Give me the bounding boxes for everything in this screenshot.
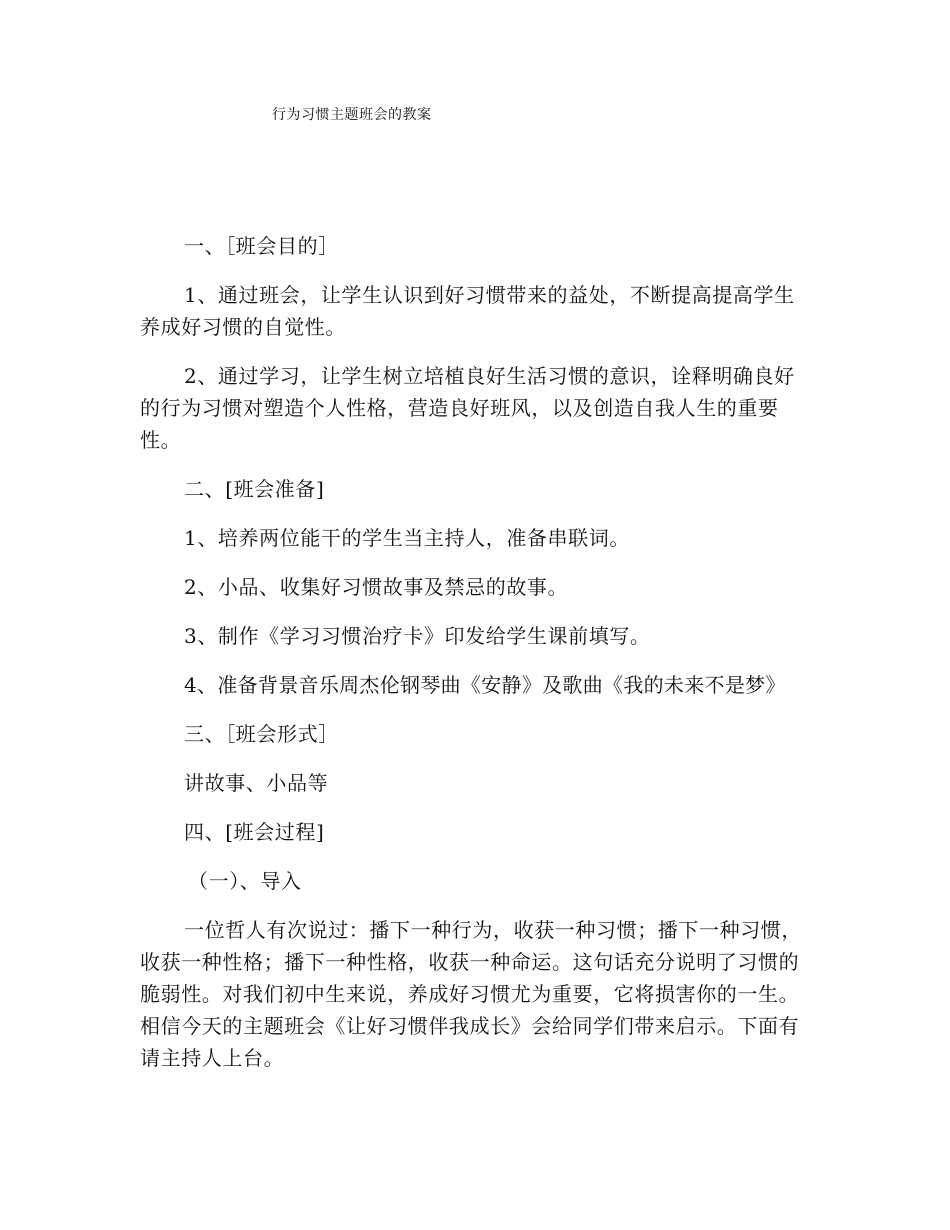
preparation-item-1: 1、培养两位能干的学生当主持人，准备串联词。 — [184, 526, 630, 550]
document-body — [140, 230, 812, 1091]
preparation-item-2: 2、小品、收集好习惯故事及禁忌的故事。 — [184, 575, 569, 599]
purpose-item-1: 1、通过班会，让学生认识到好习惯带来的益处，不断提高提高学生养成好习惯的自觉性。 — [140, 283, 795, 339]
section-heading-process: 四、[班会过程] — [184, 820, 325, 844]
preparation-item-4: 4、准备背景音乐周杰伦钢琴曲《安静》及歌曲《我的未来不是梦》 — [184, 673, 786, 697]
preparation-item-3: 3、制作《学习习惯治疗卡》印发给学生课前填写。 — [184, 624, 651, 648]
format-description: 讲故事、小品等 — [184, 771, 329, 795]
section-heading-preparation: 二、[班会准备] — [184, 477, 325, 501]
section-heading-purpose: 一、［班会目的］ — [184, 234, 339, 258]
section-heading-format: 三、［班会形式］ — [184, 722, 339, 746]
purpose-item-2: 2、通过学习，让学生树立培植良好生活习惯的意识，诠释明确良好的行为习惯对塑造个人性格，营造良好班风，以及创造自我人生的重要性。 — [140, 364, 795, 452]
process-subheading-intro: （一）、导入 — [188, 869, 302, 893]
intro-paragraph: 一位哲人有次说过：播下一种行为，收获一种习惯；播下一种习惯，收获一种性格；播下一种性格，收获一种命运。这句话充分说明了习惯的脆弱性。对我们初中生来说，养成好习惯尤为重要，它将损害你的一生。相信今天的主题班会《让好习惯伴我成长》会给同学们带来启示。下面有请主持人上台。 — [140, 918, 802, 1070]
document-title: 行为习惯主题班会的教案 — [272, 107, 432, 123]
